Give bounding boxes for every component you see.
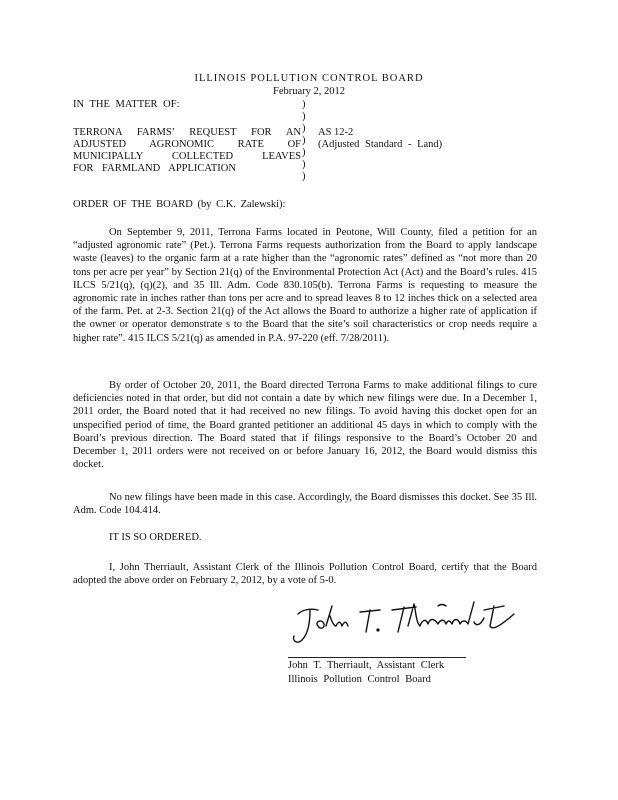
caption-title — [73, 127, 301, 175]
order-heading: ORDER OF THE BOARD (by C.K. Zalewski): — [73, 199, 286, 210]
signatory-name: John T. Therriault, Assistant Clerk — [288, 660, 445, 671]
signatory-org: Illinois Pollution Control Board — [288, 674, 431, 685]
paragraph-text: On September 9, 2011, Terrona Farms located in Peotone, Will County, filed a petition for an “adjusted agronomic rate” (Pet.). Terrona Farms requests authorization from the Board to apply landscape waste (leaves) to the organic farm at a rate higher than the “agronomic rates” defined as “not more than 20 tons per acre per year” by Section 21(q) of the Environmental Protection Act (Act) and the Board’s rules. 415 ILCS 5/21(q), (q)(2), and 35 Ill. Adm. Code 830.105(b). Terrona Farms is requesting to measure the agronomic rate in inches rather than tons per acre and to spread leaves 8 to 12 inches thick on a selected area of the farm. Pet. at 2-3. Section 21(q) of the Act allows the Board to authorize a higher rate of application if the owner or operator demonstrate s to the Board that the site’s soil characteristics or crop needs require a higher rate”. 415 ILCS 5/21(q) as amended in P.A. 97-220 (eff. 7/28/2011). — [73, 227, 537, 344]
case-type: (Adjusted Standard - Land) — [318, 139, 443, 150]
signature-line — [288, 657, 466, 658]
paragraph-1 — [73, 226, 537, 345]
document-date: February 2, 2012 — [272, 86, 346, 97]
caption-line: ADJUSTED AGRONOMIC RATE OF — [73, 139, 301, 150]
handwritten-signature — [288, 592, 528, 655]
case-number: AS 12-2 — [318, 127, 354, 138]
paragraph-3 — [73, 491, 537, 517]
caption-line: FOR FARMLAND APPLICATION — [73, 163, 236, 174]
paragraph-2 — [73, 379, 537, 471]
paragraph-text: By order of October 20, 2011, the Board directed Terrona Farms to make additional filings to cure deficiencies noted in that order, but did not contain a date by which new filings were due. In a December 1, 2011 order, the Board noted that it had received no new filings. To avoid having this docket open for an unspecified period of time, the Board granted petitioner an additional 45 days in which to comply with the Board’s previous direction. The Board stated that if filings responsive to the Board’s October 20 and December 1, 2011 orders were not received on or before January 16, 2012, the Board would dismiss this docket. — [73, 380, 537, 471]
board-name: ILLINOIS POLLUTION CONTROL BOARD — [194, 73, 424, 84]
caption-line: TERRONA FARMS’ REQUEST FOR AN — [73, 127, 301, 138]
certification-text: I, John Therriault, Assistant Clerk of the Illinois Pollution Control Board, certify that the Board adopted the above order on February 2, 2012, by a vote of 5-0. — [73, 562, 537, 587]
certification — [73, 561, 537, 587]
in-the-matter: IN THE MATTER OF: — [73, 99, 180, 110]
case-info — [318, 127, 442, 151]
caption-parentheses: ) ) ) ) ) ) ) — [302, 99, 306, 182]
caption-line: MUNICIPALLY COLLECTED LEAVES — [73, 151, 301, 162]
paragraph-text: No new filings have been made in this case. Accordingly, the Board dismisses this docket. See 35 Ill. Adm. Code 104.414. — [73, 492, 537, 517]
so-ordered: IT IS SO ORDERED. — [109, 532, 202, 543]
